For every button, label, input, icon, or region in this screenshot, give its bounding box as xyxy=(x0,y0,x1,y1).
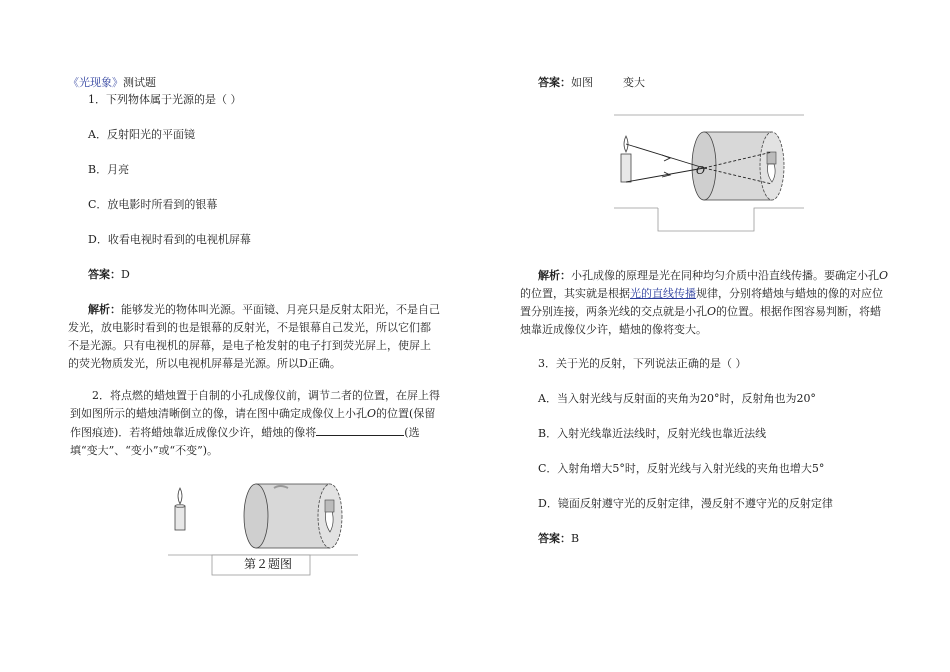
q1-option-c: C．放电影时所看到的银幕 xyxy=(88,198,218,211)
q2-analysis xyxy=(520,267,892,339)
q3-answer-label: 答案： xyxy=(538,532,571,545)
q2-stem-part-1: 2．将点燃的蜡烛置于自制的小孔成像仪前，调节二者的位置，在屏上得到如图所示的蜡烛清晰倒立的像，请在图中确定成像仪上小孔 xyxy=(70,389,440,420)
pinhole-camera-icon xyxy=(692,132,784,200)
candle-icon xyxy=(175,488,185,530)
q2-stem-part-3: (选填“变大”、“变小”或“不变”)。 xyxy=(70,426,420,457)
q3-option-b: B．入射光线靠近法线时，反射光线也靠近法线 xyxy=(538,427,767,440)
q3-option-c: C．入射角增大5°时，反射光线与入射光线的夹角也增大5° xyxy=(538,462,825,475)
q2-stem-var: O xyxy=(367,407,377,420)
candle-icon xyxy=(621,136,631,182)
q1-stem: 1．下列物体属于光源的是（ ） xyxy=(88,93,242,106)
q2-analysis-text-2: 的位置，其实就是根据 xyxy=(520,287,630,300)
q1-answer xyxy=(88,266,130,282)
doc-title xyxy=(68,74,156,90)
q2-answer-value-1: 如图 xyxy=(571,76,593,89)
q2-figure-caption: 第２题图 xyxy=(244,557,293,571)
q2-analysis-text-3: 规律，分别将蜡烛与蜡烛的像的对应位置分别连接，两条光线的交点就是小孔 xyxy=(520,287,883,318)
q2-analysis-text-4: 的位置。根据作图容易判断，将蜡烛靠近成像仪少许，蜡烛的像将变大。 xyxy=(520,305,882,336)
q2-analysis-var-2: O xyxy=(707,305,717,318)
q2-blank-1[interactable] xyxy=(316,423,374,436)
q2-answer-value-2: 变大 xyxy=(623,76,645,89)
title-link[interactable]: 《光现象》 xyxy=(68,76,123,89)
q1-analysis xyxy=(68,301,440,373)
q2-answer-label: 答案： xyxy=(538,76,571,89)
pinhole-camera-icon xyxy=(244,484,342,548)
q2-analysis-text-1: 小孔成像的原理是光在同种均匀介质中沿直线传播。要确定小孔 xyxy=(571,269,879,282)
light-propagation-link[interactable]: 光的直线传播 xyxy=(630,287,696,300)
q1-option-b: B．月亮 xyxy=(88,163,130,176)
q1-option-a: A．反射阳光的平面镜 xyxy=(88,128,195,141)
q1-analysis-text: 能够发光的物体叫光源。平面镜、月亮只是反射太阳光，不是自己发光，放电影时看到的也是银幕的反射光，不是银幕自己发光，所以它们都不是光源。只有电视机的屏幕，是电子枪发射的电子打到荧光屏上，使屏上的荧光物质发光，所以电视机屏幕是光源。所以D正确。 xyxy=(68,303,440,370)
q2-analysis-var-1: O xyxy=(879,269,889,282)
title-suffix: 测试题 xyxy=(123,76,156,89)
pinhole-point-label: O xyxy=(696,164,706,177)
q2-stem-part-2: 的位置(保留作图痕迹)．若将蜡烛靠近成像仪少许，蜡烛的像将 xyxy=(70,407,436,439)
q2-stem xyxy=(70,387,440,460)
q2-analysis-label: 解析： xyxy=(538,269,571,282)
q3-stem: 3．关于光的反射，下列说法正确的是（ ） xyxy=(538,357,747,370)
q3-option-d: D．镜面反射遵守光的反射定律，漫反射不遵守光的反射定律 xyxy=(538,497,833,510)
q1-option-d: D．收看电视时看到的电视机屏幕 xyxy=(88,233,251,246)
q2-answer xyxy=(538,74,645,90)
q3-answer xyxy=(538,530,579,546)
q2-blank-2[interactable] xyxy=(374,423,404,436)
q2-answer-figure xyxy=(614,112,804,232)
q3-answer-value: B xyxy=(571,532,580,545)
q1-analysis-label: 解析： xyxy=(88,303,121,316)
q1-answer-label: 答案： xyxy=(88,268,121,281)
q3-option-a: A．当入射光线与反射面的夹角为20°时，反射角也为20° xyxy=(538,392,816,405)
q1-answer-value: D xyxy=(121,268,130,281)
